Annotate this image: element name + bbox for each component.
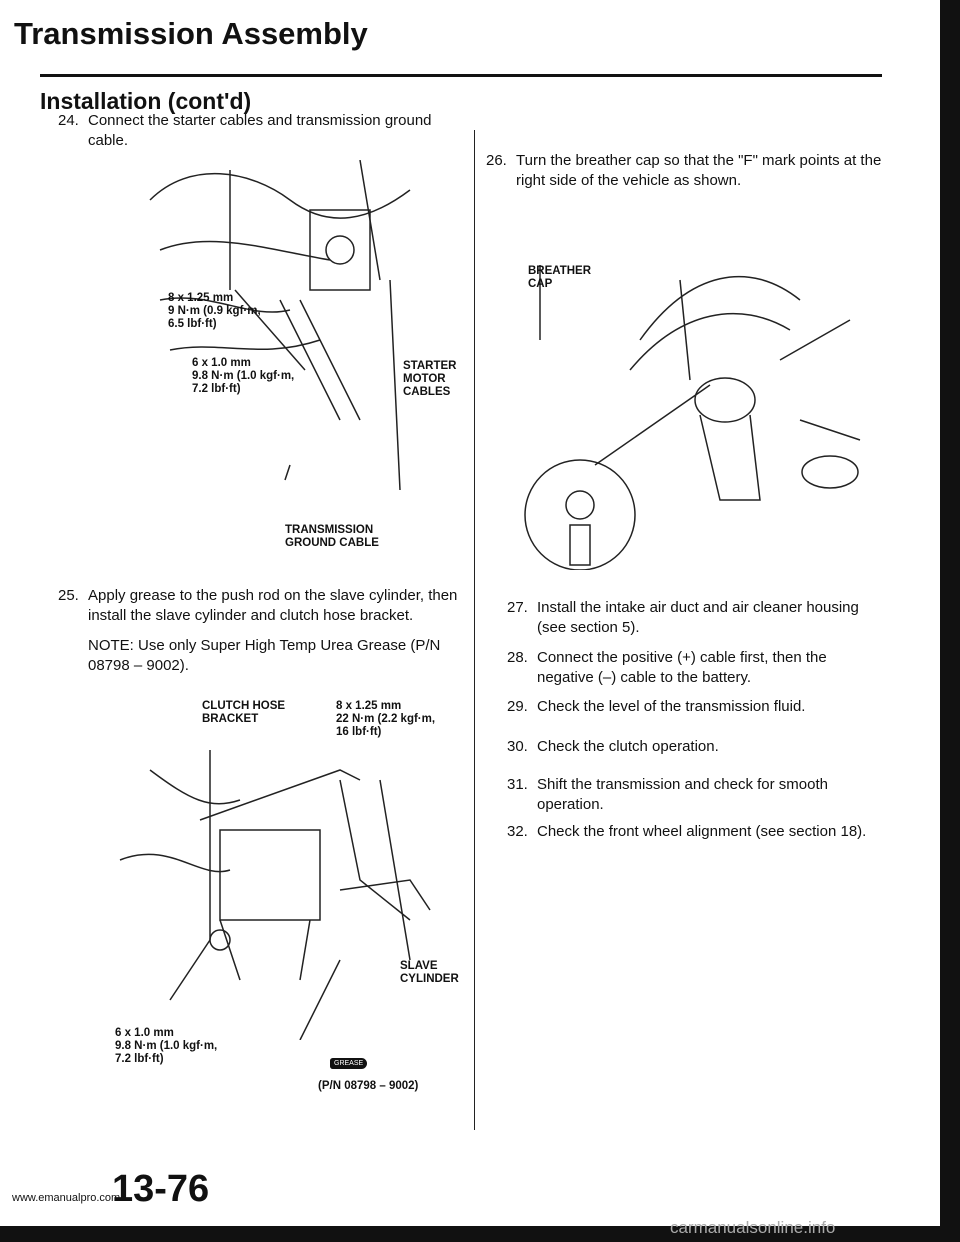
step-text: Check the level of the transmission fluid. <box>537 698 806 715</box>
step-25 <box>58 586 460 676</box>
step-text: Check the clutch operation. <box>537 738 719 755</box>
spec-line: 22 N·m (2.2 kgf·m, <box>336 713 436 725</box>
page-number: 13-76 <box>112 1168 210 1210</box>
spec-line: 6 x 1.0 mm <box>115 1027 174 1039</box>
grease-part-number: (P/N 08798 – 9002) <box>318 1080 419 1092</box>
step-28 <box>507 648 887 688</box>
spec-line: 6 x 1.0 mm <box>192 357 251 369</box>
step-29 <box>507 697 887 717</box>
spec-line: 7.2 lbf·ft) <box>192 383 241 395</box>
ground-cable-label <box>285 524 379 550</box>
label-line: CYLINDER <box>400 973 459 985</box>
step-number: 26. <box>486 152 507 169</box>
slave-cylinder-illustration <box>110 740 460 1040</box>
label-line: CAP <box>528 278 553 290</box>
label-line: CABLES <box>403 386 451 398</box>
step-text: Apply grease to the push rod on the slave cylinder, then install the slave cylinder and clutch hose bracket. <box>88 587 458 624</box>
step-27 <box>507 598 887 638</box>
step-note: NOTE: Use only Super High Temp Urea Grease (P/N 08798 – 9002). <box>88 637 441 674</box>
section-subtitle: Installation (cont'd) <box>40 88 252 114</box>
label-line: MOTOR <box>403 373 446 385</box>
bolt-spec-6x1.0 <box>192 357 294 396</box>
spec-line: 9 N·m (0.9 kgf·m, <box>168 305 261 317</box>
label-line: TRANSMISSION <box>285 524 374 536</box>
clutch-hose-bracket-label <box>202 700 285 726</box>
step-26 <box>486 151 886 191</box>
spec-line: 6.5 lbf·ft) <box>168 318 217 330</box>
step-number: 31. <box>507 776 528 793</box>
step-number: 32. <box>507 823 528 840</box>
label-line: STARTER <box>403 360 457 372</box>
step-24 <box>58 111 460 151</box>
step-number: 28. <box>507 649 528 666</box>
step-30 <box>507 737 887 757</box>
spec-line: 7.2 lbf·ft) <box>115 1053 164 1065</box>
step-text: Connect the positive (+) cable first, then the negative (–) cable to the battery. <box>537 649 827 686</box>
spec-line: 16 lbf·ft) <box>336 726 382 738</box>
label-line: BREATHER <box>528 265 592 277</box>
spec-line: 9.8 N·m (1.0 kgf·m, <box>115 1040 218 1052</box>
step-number: 29. <box>507 698 528 715</box>
breather-cap-label <box>528 265 591 291</box>
bolt-spec-8x1.25 <box>168 292 261 331</box>
page-title: Transmission Assembly <box>14 16 368 51</box>
spec-line: 8 x 1.25 mm <box>336 700 402 712</box>
bolt-spec-6x1.0 <box>115 1027 217 1066</box>
step-text: Check the front wheel alignment (see section 18). <box>537 823 867 840</box>
step-text: Turn the breather cap so that the "F" mark points at the right side of the vehicle as shown. <box>516 152 882 189</box>
step-text: Shift the transmission and check for smooth operation. <box>537 776 828 813</box>
spec-line: 8 x 1.25 mm <box>168 292 234 304</box>
page-edge-bar <box>940 0 960 1242</box>
step-number: 30. <box>507 738 528 755</box>
bolt-spec-8x1.25 <box>336 700 435 739</box>
grease-icon: GREASE <box>330 1058 367 1069</box>
label-line: SLAVE <box>400 960 438 972</box>
starter-cable-illustration <box>130 160 460 520</box>
watermark: carmanualsonline.info <box>670 1218 836 1237</box>
slave-cylinder-label <box>400 960 459 986</box>
label-line: CLUTCH HOSE <box>202 700 286 712</box>
label-line: GROUND CABLE <box>285 537 379 549</box>
source-url: www.emanualpro.com <box>12 1192 121 1204</box>
label-line: BRACKET <box>202 713 259 725</box>
column-divider <box>474 130 475 1130</box>
title-rule <box>40 74 882 77</box>
step-number: 27. <box>507 599 528 616</box>
spec-line: 9.8 N·m (1.0 kgf·m, <box>192 370 295 382</box>
step-31 <box>507 775 887 815</box>
step-32 <box>507 822 887 842</box>
step-text: Install the intake air duct and air cleaner housing (see section 5). <box>537 599 859 636</box>
step-number: 25. <box>58 587 79 604</box>
starter-motor-cables-label <box>403 360 456 399</box>
step-text: Connect the starter cables and transmission ground cable. <box>88 112 432 149</box>
step-number: 24. <box>58 112 79 129</box>
